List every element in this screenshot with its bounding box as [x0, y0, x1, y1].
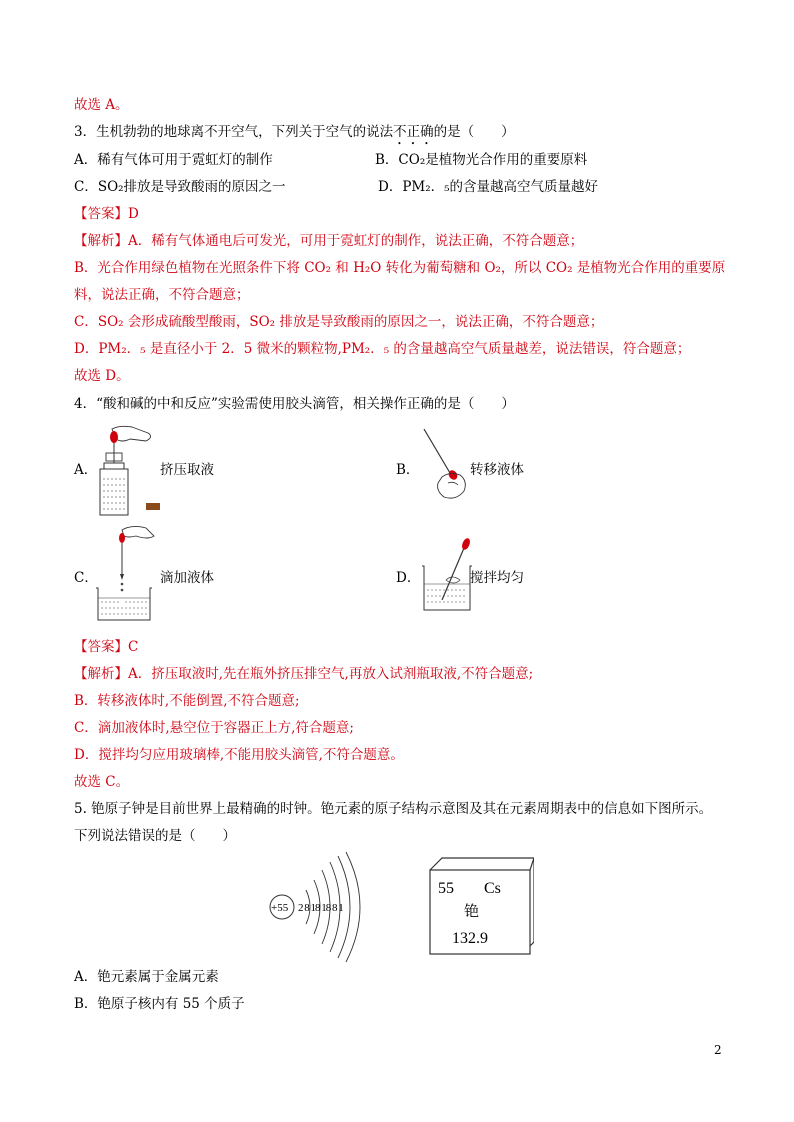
q3-explanation-tag: 【解析】: [74, 233, 128, 249]
q3-explanation-a-text: A．稀有气体通电后可发光，可用于霓虹灯的制作，说法正确，不符合题意；: [128, 233, 584, 249]
q3-explanation-a: [74, 232, 583, 250]
element-atomic-mass: 132.9: [452, 930, 488, 947]
q4-explanation-b: B．转移液体时,不能倒置,不符合题意;: [74, 693, 300, 709]
element-symbol: Cs: [484, 880, 501, 897]
q3-conclusion: 故选 D。: [74, 368, 130, 384]
atom-shell-electrons: 2 8 18 18 8 1: [298, 902, 343, 914]
q3-stem-emphasis: 不正确: [393, 124, 434, 140]
q4-explanation-tag: 【解析】: [74, 666, 128, 682]
q4-option-c-letter: C．: [74, 570, 98, 586]
q4-option-d-letter: D．: [396, 570, 421, 586]
q4-option-b-letter: B．: [396, 462, 420, 478]
drip-dropper-figure: [92, 522, 162, 622]
q3-answer-tag: 【答案】: [74, 206, 128, 222]
squeeze-dropper-figure: [90, 423, 165, 518]
q4-option-a-label: 挤压取液: [160, 462, 214, 478]
q4-explanation-a-text: A．挤压取液时,先在瓶外挤压排空气,再放入试剂瓶取液,不符合题意;: [128, 666, 534, 682]
q3-explanation-b2: 料，说法正确，不符合题意；: [74, 287, 250, 303]
transfer-dropper-figure: [420, 425, 475, 505]
q3-explanation-c: C．SO₂ 会形成硫酸型酸雨，SO₂ 排放是导致酸雨的原因之一，说法正确，不符合题意；: [74, 314, 604, 330]
atom-nucleus-charge: +55: [271, 902, 289, 914]
q2-conclusion: 故选 A。: [74, 97, 129, 113]
q3-explanation-b1: B．光合作用绿色植物在光照条件下将 CO₂ 和 H₂O 转化为葡萄糖和 O₂，所以 CO₂ 是植物光合作用的重要原: [74, 260, 726, 276]
q3-stem-part2: 的是（ ）: [433, 124, 515, 140]
q3-explanation-d: D．PM₂．₅ 是直径小于 2．5 微米的颗粒物,PM₂．₅ 的含量越高空气质量越差，说法错误，符合题意；: [74, 341, 691, 357]
q4-explanation-d: D．搅拌均匀应用玻璃棒,不能用胶头滴管,不符合题意。: [74, 747, 404, 763]
q4-answer-value: C: [128, 639, 139, 655]
q3-option-b: B．CO₂是植物光合作用的重要原料: [375, 152, 588, 168]
q3-answer-value: D: [128, 206, 139, 222]
element-name: 铯: [464, 902, 480, 920]
q4-option-a-letter: A．: [74, 462, 98, 478]
q4-option-b-label: 转移液体: [470, 462, 524, 478]
q3-stem-part1: 3．生机勃勃的地球离不开空气，下列关于空气的说法: [74, 124, 394, 140]
q3-stem: [74, 123, 515, 148]
q5-option-a: A．铯元素属于金属元素: [74, 969, 219, 985]
q4-explanation-c: C．滴加液体时,悬空位于容器正上方,符合题意;: [74, 720, 354, 736]
q3-option-a: A．稀有气体可用于霓虹灯的制作: [74, 152, 273, 168]
element-atomic-number: 55: [438, 880, 454, 897]
q3-answer: [74, 205, 139, 223]
q4-option-d-label: 搅拌均匀: [470, 570, 524, 586]
q5-stem-line2: 下列说法错误的是（ ）: [74, 828, 236, 844]
q3-option-d: D．PM₂．₅的含量越高空气质量越好: [378, 179, 599, 195]
q4-answer-tag: 【答案】: [74, 639, 128, 655]
q5-stem-line1: 5. 铯原子钟是目前世界上最精确的时钟。铯元素的原子结构示意图及其在元素周期表中的信息如下图所示。: [74, 801, 713, 817]
q4-option-c-label: 滴加液体: [160, 570, 214, 586]
page-number: 2: [714, 1043, 722, 1057]
q4-answer: [74, 638, 138, 656]
q4-explanation-a: [74, 665, 533, 683]
q3-option-c: C．SO₂排放是导致酸雨的原因之一: [74, 179, 286, 195]
q4-conclusion: 故选 C。: [74, 774, 130, 790]
q5-option-b: B．铯原子核内有 55 个质子: [74, 996, 245, 1012]
q4-stem: 4．“酸和碱的中和反应”实验需使用胶头滴管，相关操作正确的是（ ）: [74, 396, 515, 412]
